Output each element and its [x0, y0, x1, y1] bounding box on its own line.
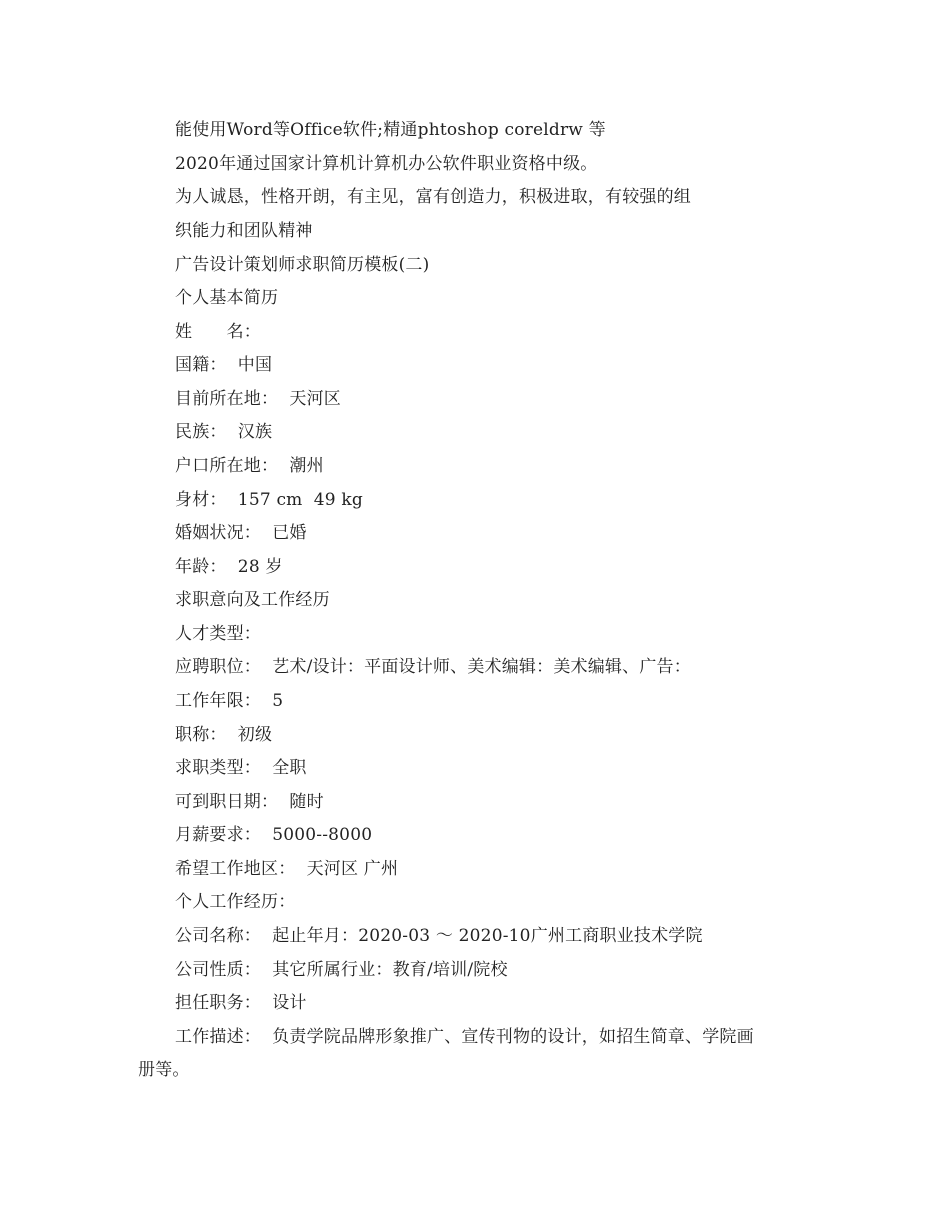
field-role: 担任职务： 设计: [175, 993, 307, 1013]
field-name: 姓 名：: [175, 322, 261, 342]
section-title-basic-profile: 个人基本简历: [175, 288, 279, 308]
section-title-template: 广告设计策划师求职简历模板(二): [175, 255, 430, 275]
field-years-experience: 工作年限： 5: [175, 691, 284, 711]
field-marital-status: 婚姻状况： 已婚: [175, 523, 307, 543]
field-job-description: 工作描述： 负责学院品牌形象推广、宣传刊物的设计，如招生简章、学院画: [175, 1027, 754, 1047]
field-current-location: 目前所在地： 天河区: [175, 389, 342, 409]
section-title-job-intent: 求职意向及工作经历: [175, 590, 330, 610]
field-nationality: 国籍： 中国: [175, 355, 273, 375]
text-line-certification: 2020年通过国家计算机计算机办公软件职业资格中级。: [175, 154, 598, 174]
field-talent-type: 人才类型：: [175, 624, 261, 644]
field-job-description-cont: 册等。: [138, 1060, 190, 1080]
field-ethnicity: 民族： 汉族: [175, 422, 273, 442]
text-line-personality: 为人诚恳，性格开朗，有主见，富有创造力，积极进取，有较强的组: [175, 187, 691, 207]
field-desired-location: 希望工作地区： 天河区 广州: [175, 859, 399, 879]
section-title-work-history: 个人工作经历：: [175, 892, 296, 912]
field-salary: 月薪要求： 5000--8000: [175, 825, 373, 845]
field-job-title: 职称： 初级: [175, 725, 273, 745]
field-body: 身材： 157 cm 49 kg: [175, 490, 363, 510]
text-line-personality-cont: 织能力和团队精神: [175, 221, 313, 241]
field-job-type: 求职类型： 全职: [175, 758, 307, 778]
field-company-type: 公司性质： 其它所属行业：教育/培训/院校: [175, 960, 508, 980]
field-available-date: 可到职日期： 随时: [175, 792, 324, 812]
field-hukou-location: 户口所在地： 潮州: [175, 456, 324, 476]
text-line-software-skills: 能使用Word等Office软件;精通phtoshop coreldrw 等: [175, 120, 606, 140]
field-age: 年龄： 28 岁: [175, 557, 283, 577]
field-company-name: 公司名称： 起止年月：2020-03 ～ 2020-10广州工商职业技术学院: [175, 926, 703, 946]
field-position-applied: 应聘职位： 艺术/设计：平面设计师、美术编辑：美术编辑、广告：: [175, 657, 691, 677]
